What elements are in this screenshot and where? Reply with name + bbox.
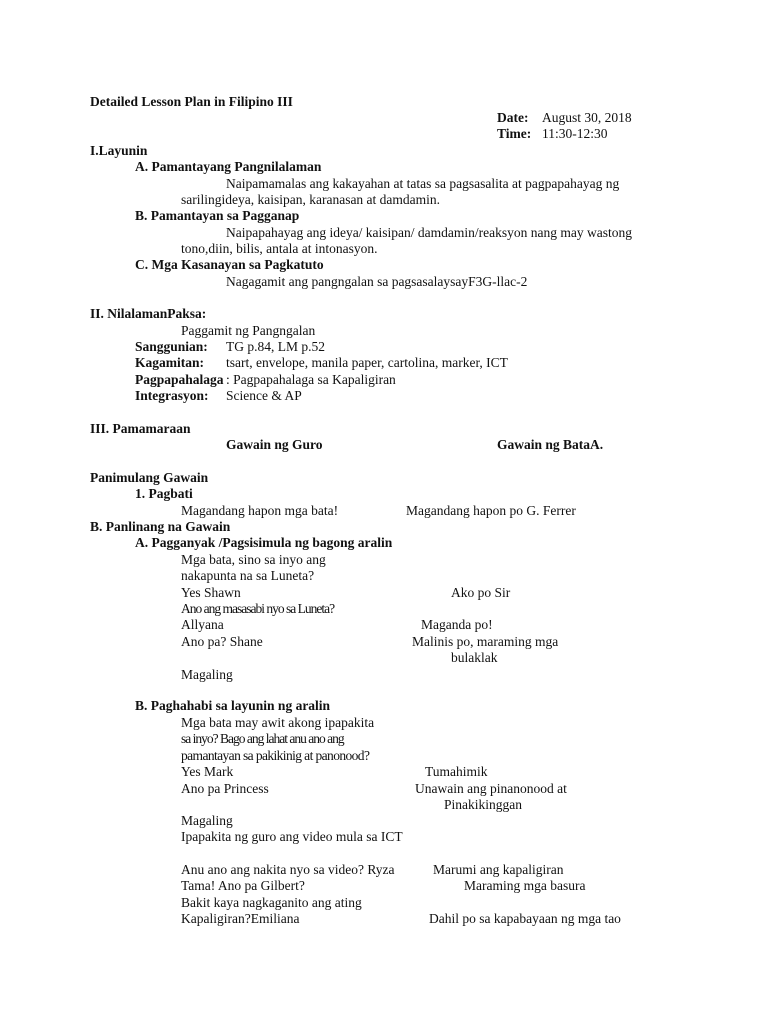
subheading-a: A. Pamantayang Pangnilalaman (135, 159, 322, 174)
teacher-line: Magaling (181, 813, 233, 828)
field-value: tsart, envelope, manila paper, cartolina, marker, ICT (226, 355, 508, 370)
field-label: Sanggunian: (135, 339, 208, 354)
student-line: Pinakikinggan (444, 797, 522, 812)
section-1-heading: I.Layunin (90, 143, 148, 158)
student-line: Maraming mga basura (464, 878, 586, 893)
teacher-line: Bakit kaya nagkaganito ang ating (181, 895, 362, 910)
pagganyak-heading: A. Pagganyak /Pagsisimula ng bagong aralin (135, 535, 393, 550)
student-line: Marumi ang kapaligiran (433, 862, 564, 877)
teacher-line: Ano ang masasabi nyo sa Luneta? (181, 601, 335, 616)
time-label: Time: (497, 126, 532, 141)
field-label: Pagpapahalaga (135, 372, 224, 387)
student-line: Dahil po sa kapabayaan ng mga tao (429, 911, 621, 926)
field-label: Integrasyon: (135, 388, 209, 403)
student-line: Magandang hapon po G. Ferrer (406, 503, 576, 518)
student-line: Maganda po! (421, 617, 493, 632)
document-title: Detailed Lesson Plan in Filipino III (90, 94, 293, 109)
column-header-teacher: Gawain ng Guro (226, 437, 323, 452)
topic-text: Paggamit ng Pangngalan (181, 323, 316, 338)
teacher-line: Anu ano ang nakita nyo sa video? Ryza (181, 862, 395, 877)
subheading-b: B. Pamantayan sa Pagganap (135, 208, 300, 223)
teacher-line: Magandang hapon mga bata! (181, 503, 339, 518)
panimula-heading: Panimulang Gawain (90, 470, 209, 485)
teacher-line: Ano pa Princess (181, 781, 269, 796)
field-label: Kagamitan: (135, 355, 204, 370)
teacher-line: sa inyo? Bago ang lahat anu ano ang (181, 731, 344, 746)
paragraph-line: Nagagamit ang pangngalan sa pagsasalaysayF3G-llac-2 (226, 274, 528, 289)
paragraph-line: Naipamamalas ang kakayahan at tatas sa pagsasalita at pagpapahayag ng (226, 176, 620, 191)
section-3-heading: III. Pamamaraan (90, 421, 191, 436)
student-line: Ako po Sir (451, 585, 511, 600)
teacher-line: Ipapakita ng guro ang video mula sa ICT (181, 829, 403, 844)
teacher-line: pamantayan sa pakikinig at panonood? (181, 748, 370, 763)
student-line: Tumahimik (425, 764, 488, 779)
section-2-heading: II. NilalamanPaksa: (90, 306, 207, 321)
student-line: bulaklak (451, 650, 498, 665)
pagbati-heading: 1. Pagbati (135, 486, 193, 501)
field-value: : Pagpapahalaga sa Kapaligiran (226, 372, 396, 387)
paragraph-line: tono,diin, bilis, antala at intonasyon. (181, 241, 378, 256)
teacher-line: Magaling (181, 667, 233, 682)
paragraph-line: Naipapahayag ang ideya/ kaisipan/ damdamin/reaksyon nang may wastong (226, 225, 633, 240)
teacher-line: Kapaligiran?Emiliana (181, 911, 300, 926)
teacher-line: Allyana (181, 617, 224, 632)
teacher-line: Yes Shawn (181, 585, 241, 600)
field-value: TG p.84, LM p.52 (226, 339, 325, 354)
date-label: Date: (497, 110, 529, 125)
panlinang-heading: B. Panlinang na Gawain (90, 519, 231, 534)
subheading-c: C. Mga Kasanayan sa Pagkatuto (135, 257, 324, 272)
teacher-line: Yes Mark (181, 764, 234, 779)
column-header-student: Gawain ng BataA. (497, 437, 604, 452)
paragraph-line: sarilingideya, kaisipan, karanasan at damdamin. (181, 192, 441, 207)
student-line: Unawain ang pinanonood at (415, 781, 567, 796)
student-line: Malinis po, maraming mga (412, 634, 559, 649)
teacher-line: Mga bata may awit akong ipapakita (181, 715, 375, 730)
teacher-line: nakapunta na sa Luneta? (181, 568, 315, 583)
teacher-line: Tama! Ano pa Gilbert? (181, 878, 305, 893)
teacher-line: Mga bata, sino sa inyo ang (181, 552, 326, 567)
field-value: Science & AP (226, 388, 302, 403)
time-value: 11:30-12:30 (542, 126, 608, 141)
teacher-line: Ano pa? Shane (181, 634, 263, 649)
paghahabi-heading: B. Paghahabi sa layunin ng aralin (135, 698, 331, 713)
date-value: August 30, 2018 (542, 110, 632, 125)
